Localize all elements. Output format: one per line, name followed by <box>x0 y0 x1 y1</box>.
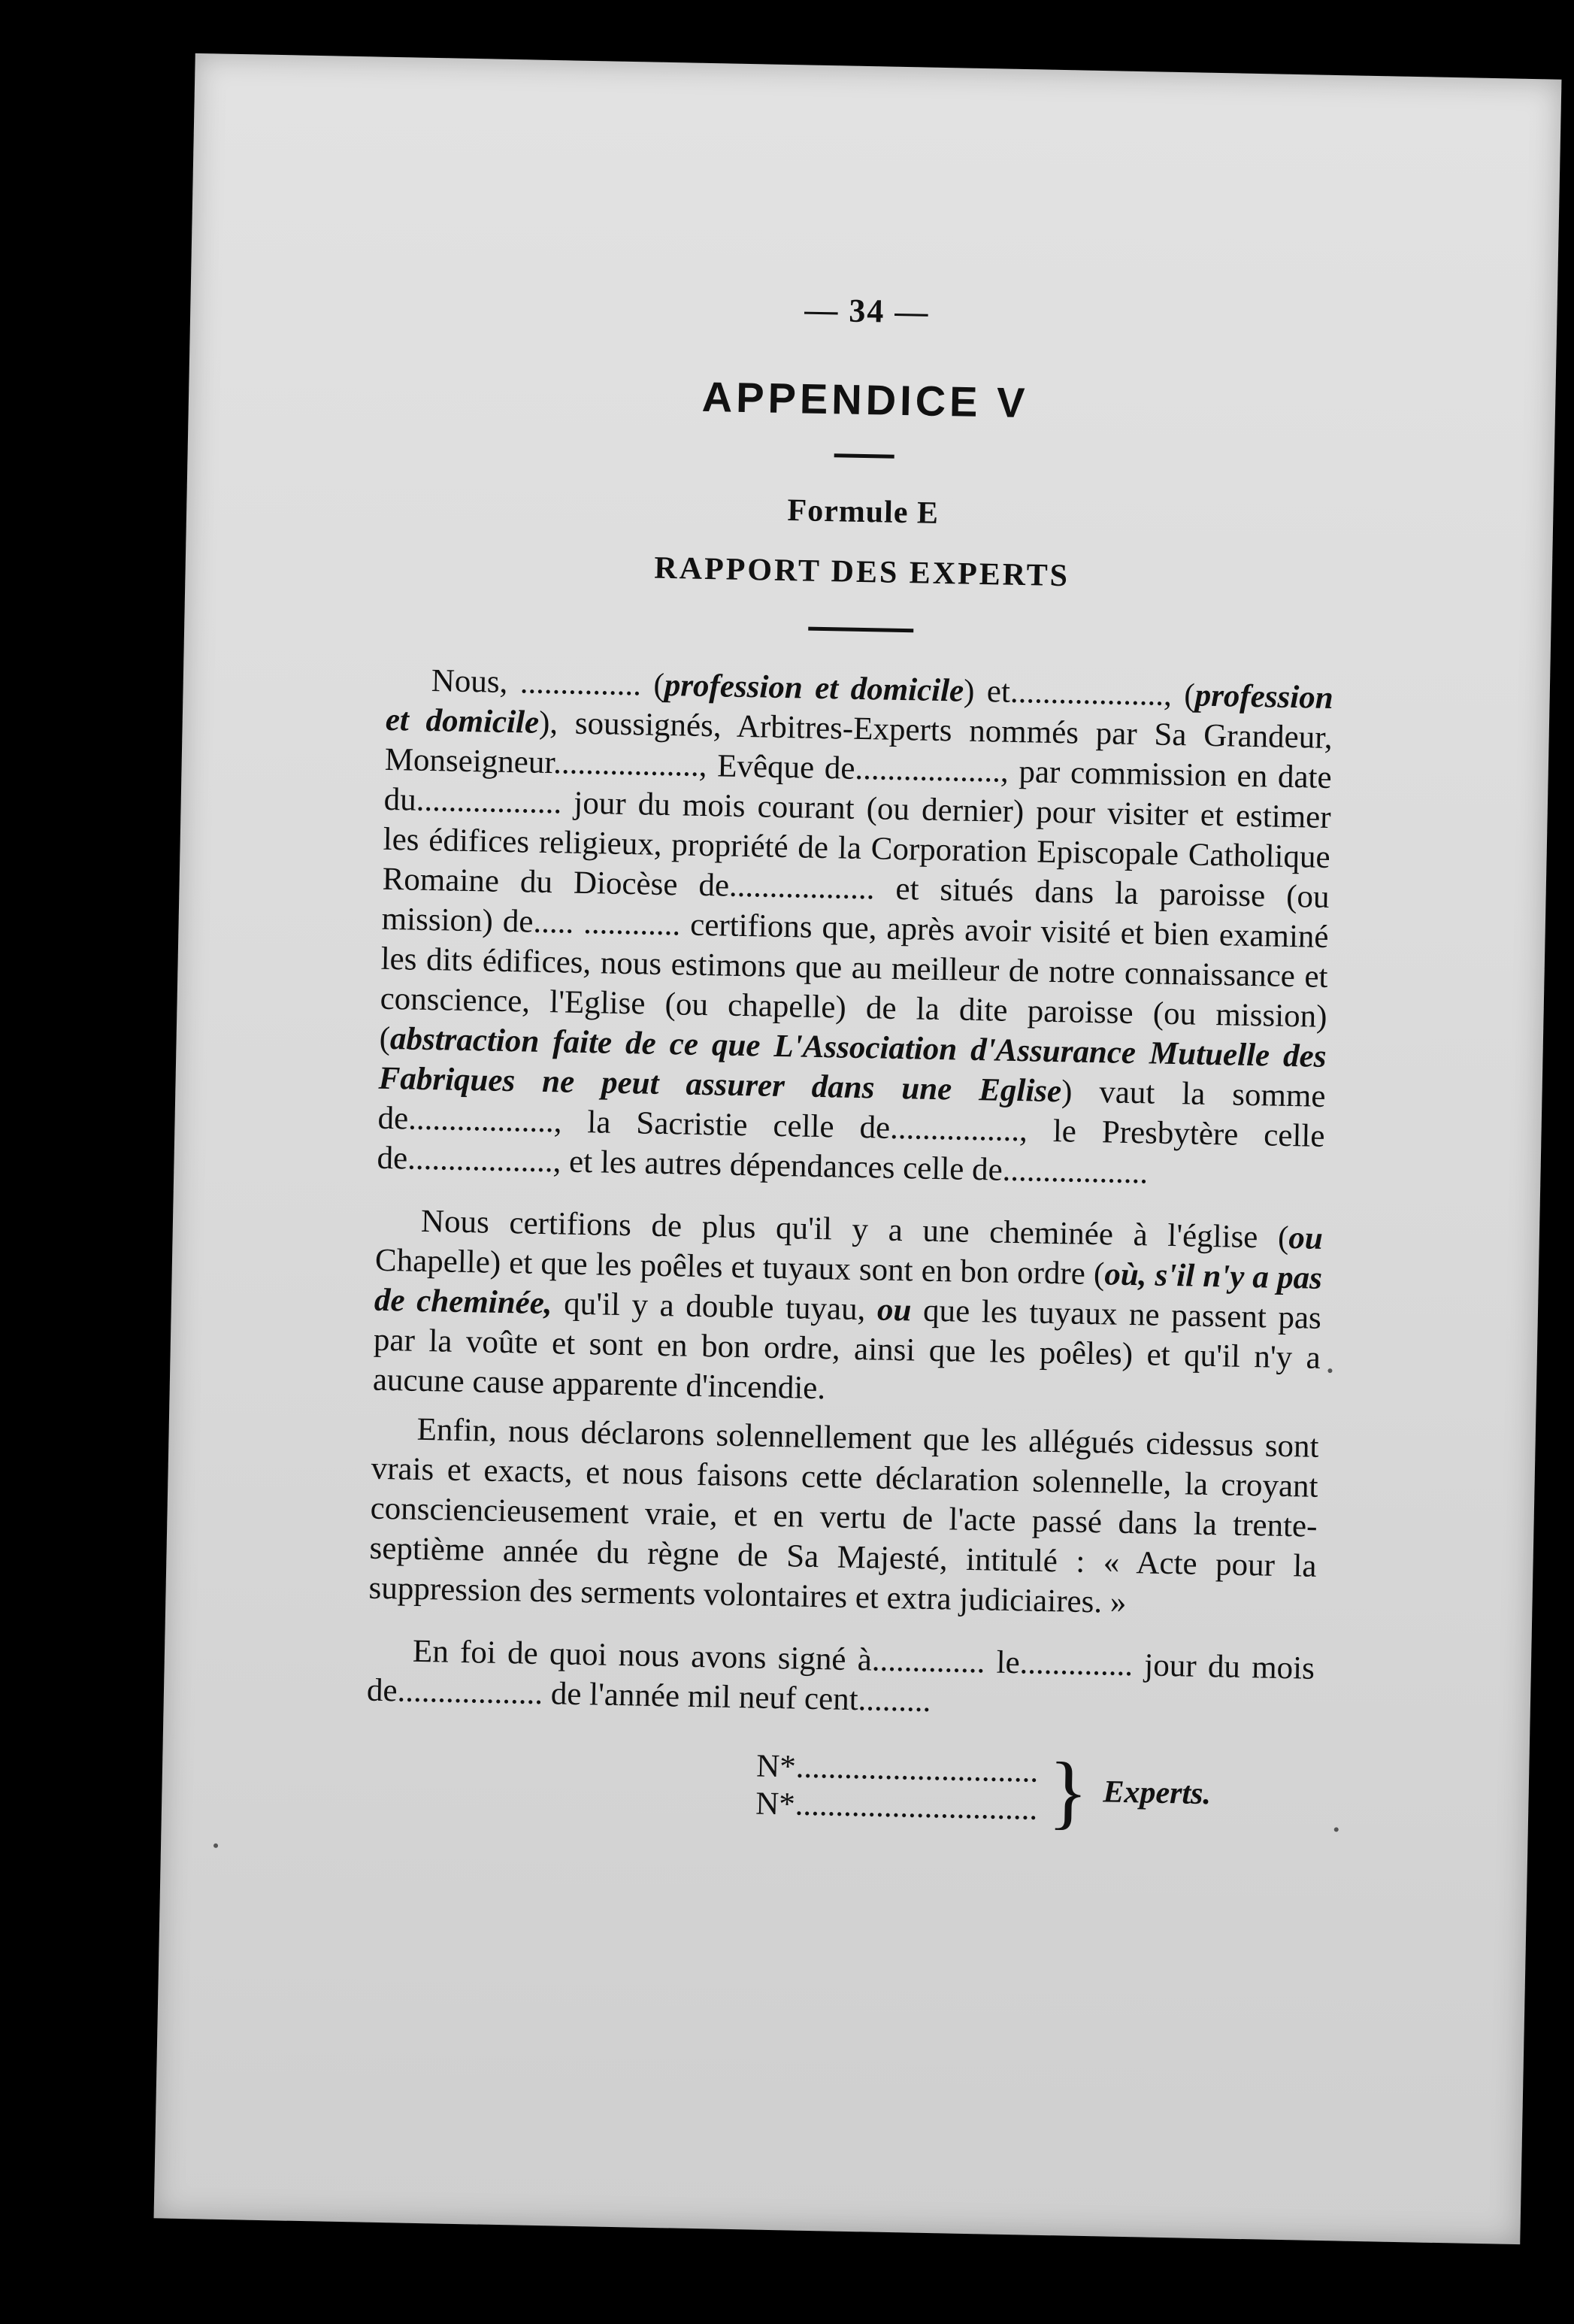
signature-lines <box>755 1748 1039 1829</box>
paper-speck <box>1327 1368 1332 1373</box>
p2-italic-b: ou <box>1288 1220 1324 1256</box>
p2-text-g: que les tuyaux ne passent pas par la voûte et sont en bon ordre, ainsi que les poêles) et qu'il n'y a aucune cause apparente d'incendie. <box>372 1292 1322 1407</box>
p4-text: En foi de quoi nous avons signé à.............. le.............. jour du mois de.................. de l'année mil neuf cent......... <box>366 1633 1315 1720</box>
paragraph-en-foi <box>367 1631 1315 1729</box>
p1-italic-b: profession et domicile <box>664 667 964 709</box>
p2-italic-f: ou <box>876 1292 912 1329</box>
form-title: Formule E <box>787 493 940 531</box>
paragraph-enfin <box>368 1409 1319 1626</box>
p1-text-c: ) et..................., ( <box>963 673 1196 714</box>
p1-italic-d: profession et domicile <box>385 677 1334 741</box>
report-title: RAPPORT DES EXPERTS <box>653 550 1070 594</box>
paper-speck <box>213 1844 218 1848</box>
appendix-title: APPENDICE V <box>701 372 1030 427</box>
p1-text-g: ) vaut la somme de.................., la Sacristie celle de................, le Presbytère celle de.................., et les autres dépendances celle de.................. <box>377 1074 1326 1191</box>
p3-text: Enfin, nous déclarons solennellement que les allégués cidessus sont vrais et exacts, et nous faisons cette déclaration solennelle, la croyant consciencieusement vraie, et en vertu de l'acte passé dans la trente-septième année du règne de Sa Majesté, intitulé : « Acte pour la suppression des serments volontaires et extra judiciaires. » <box>368 1411 1319 1620</box>
page-content <box>365 283 1341 1838</box>
title-divider <box>834 453 894 459</box>
page-number: — 34 — <box>804 291 930 331</box>
p1-italic-f: abstraction faite de ce que L'Association d'Assurance Mutuelle des Fabriques ne peut assurer dans une Eglise <box>378 1021 1327 1110</box>
signature-line-1: N*.............................. <box>755 1748 1039 1789</box>
p1-text-a: Nous, ............... ( <box>431 663 665 703</box>
p1-text-e: ), soussignés, Arbitres-Experts nommés par Sa Grandeur, Monseigneur.................., Evêque de.................., par commission en date du.................. jour du mois courant (ou dernier) pour visiter et estimer les édifices religieux, propriété de la Corporation Episcopale Catholique Romaine du Diocèse de.................. et situés dans la paroisse (ou mission) de..... ............ certifions que, après avoir visité et bien examiné les dits édifices, nous estimons que au meilleur de notre connaissance et conscience, l'Eglise (ou chapelle) de la dite paroisse (ou mission) ( <box>379 704 1333 1057</box>
brace-symbol: } <box>1047 1745 1089 1838</box>
report-divider <box>808 627 913 633</box>
p2-text-a: Nous certifions de plus qu'il y a une cheminée à l'église ( <box>420 1203 1289 1256</box>
p2-text-c: Chapelle) et que les poêles et tuyaux sont en bon ordre ( <box>374 1242 1105 1292</box>
paragraph-cheminee <box>372 1201 1323 1418</box>
signature-line-2: N*.............................. <box>755 1786 1038 1827</box>
document-page <box>154 53 1562 2244</box>
paper-speck <box>1334 1827 1339 1832</box>
experts-label: Experts. <box>1103 1774 1212 1812</box>
p2-text-e: qu'il y a double tuyau, <box>552 1286 878 1328</box>
signature-block <box>755 1745 1313 1838</box>
paragraph-nous <box>377 660 1333 1196</box>
p2-italic-d: où, s'il n'y a pas de cheminée, <box>374 1256 1323 1322</box>
